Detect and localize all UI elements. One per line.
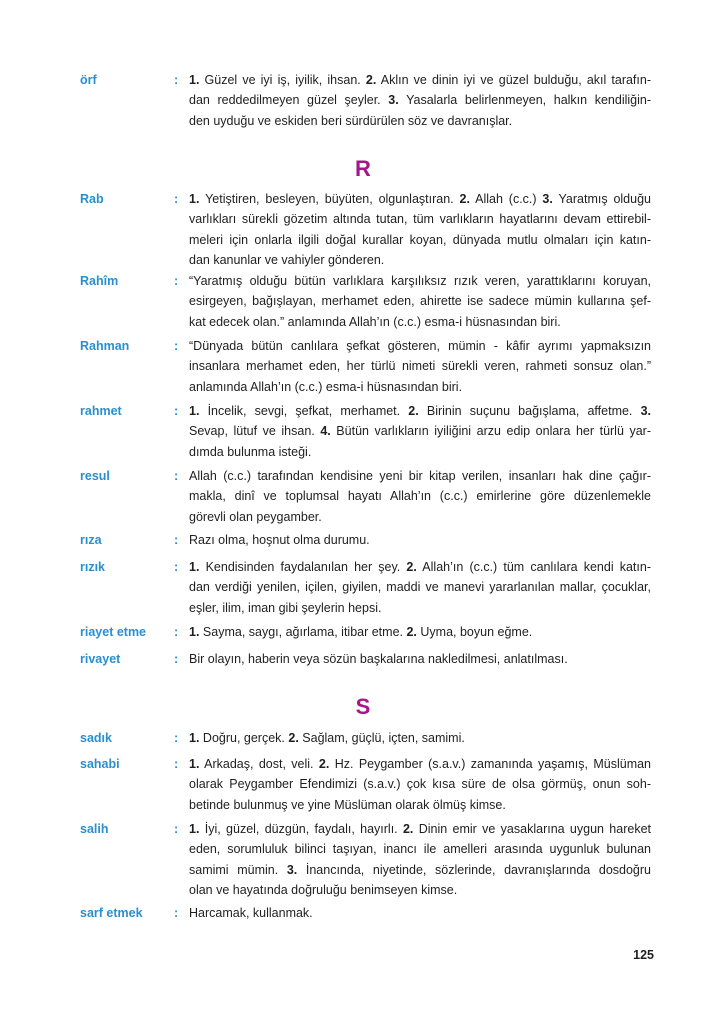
entry-colon: :	[174, 274, 179, 288]
definition-text: İncelik, sevgi, şefkat, merhamet.	[199, 404, 409, 418]
entry-colon: :	[174, 560, 179, 574]
definition-text: samimi mümin.	[189, 862, 287, 877]
definition-text: Allah (c.c.) tarafından kendisine yeni bir kitap verilen, insanları hak dine çağır-	[189, 469, 651, 483]
definition-text: olarak Peygamber Efendimizi (s.a.v.) çok kısa süre de olsa görmüş, onun soh-	[189, 777, 651, 792]
definition-line	[189, 819, 651, 839]
entry-colon: :	[174, 533, 179, 547]
entry-colon: :	[174, 339, 179, 353]
definition-line	[189, 291, 651, 311]
definition-text: meleri için onlarla ilgili doğal kurallar koyan, dünyada mutlu olmaları için katın-	[189, 232, 651, 247]
sense-number: 1.	[189, 192, 200, 206]
entry-definition	[189, 622, 651, 642]
sense-number: 2.	[402, 822, 414, 836]
definition-text: esirgeyen, bağışlayan, merhamet eden, ahirette ise sadece mümin kullarına şef-	[189, 294, 651, 309]
definition-line	[189, 649, 651, 669]
definition-text: insanlara merhamet eden, her türlü nimeti sürekli veren, rahmeti sonsuz olan.”	[189, 359, 651, 374]
sense-number: 1.	[189, 404, 200, 418]
entry-colon: :	[174, 469, 179, 483]
sense-number: 2.	[365, 73, 377, 87]
definition-line	[189, 336, 651, 356]
entry-colon: :	[174, 731, 179, 745]
definition-text: dımda bulunma isteği.	[189, 444, 312, 459]
entry-definition	[189, 728, 651, 748]
entry-term: örf	[80, 73, 97, 87]
sense-number: 1.	[189, 731, 200, 745]
entry-definition	[189, 70, 651, 131]
definition-text: Allah’ın (c.c.) tüm canlılara kendi katın-	[416, 560, 651, 574]
definition-text: eşler, ilim, iman gibi şeylerin hepsi.	[189, 600, 382, 615]
definition-text: dan reddedilmeyen güzel şeyler.	[189, 93, 389, 108]
sense-number: 1.	[189, 822, 200, 836]
sense-number: 1.	[189, 560, 200, 574]
entry-term: rızık	[80, 560, 106, 574]
definition-text: olan ve hayatında doğruluğu benimseyen kimse.	[189, 883, 458, 898]
definition-text: kat edecek olan.” anlamında Allah’ın (c.c.) esma-i hüsnasından biri.	[189, 314, 561, 329]
entry-definition	[189, 649, 651, 669]
sense-number: 3.	[542, 192, 553, 206]
entry-term: Rab	[80, 192, 104, 206]
entry-definition	[189, 466, 651, 527]
definition-line	[189, 774, 651, 794]
definition-line	[189, 622, 651, 642]
definition-text: dan verdiği yenilen, içilen, giyilen, maddi ve manevi yararlanılan mallar, çocuklar,	[189, 580, 651, 595]
definition-text: Sevap, lütuf ve ihsan.	[189, 424, 321, 439]
sense-number: 3.	[388, 93, 399, 108]
entry-term: resul	[80, 469, 110, 483]
entry-colon: :	[174, 404, 179, 418]
definition-line	[189, 250, 651, 270]
definition-text: “Dünyada bütün canlılara şefkat gösteren, mümin - kâfir ayrımı yapmaksızın	[189, 339, 651, 353]
definition-text: Razı olma, hoşnut olma durumu.	[189, 533, 370, 547]
definition-text: anlamında Allah’ın (c.c.) esma-i hüsnasından biri.	[189, 379, 463, 394]
definition-line	[189, 728, 651, 748]
definition-text: Bir olayın, haberin veya sözün başkalarına nakledilmesi, anlatılması.	[189, 652, 568, 666]
definition-text: İyi, güzel, düzgün, faydalı, hayırlı.	[199, 822, 403, 836]
sense-number: 2.	[408, 404, 419, 418]
sense-number: 2.	[318, 757, 330, 771]
sense-number: 4.	[320, 424, 331, 439]
entry-colon: :	[174, 822, 179, 836]
entry-colon: :	[174, 625, 179, 639]
sense-number: 1.	[189, 625, 200, 639]
entry-definition	[189, 903, 651, 923]
definition-line	[189, 356, 651, 376]
definition-line	[189, 401, 651, 421]
definition-line	[189, 377, 651, 397]
entry-definition	[189, 530, 651, 550]
definition-text: Yaratmış olduğu	[552, 192, 651, 206]
definition-text: betinde bulunmuş ve yine Müslüman olarak ölmüş kimse.	[189, 797, 506, 812]
definition-text: Kendisinden faydalanılan her şey.	[199, 560, 407, 574]
definition-line	[189, 880, 651, 900]
entry-term: riayet etme	[80, 625, 147, 639]
sense-number: 3.	[640, 404, 651, 418]
entry-definition	[189, 557, 651, 618]
definition-line	[189, 421, 651, 441]
definition-line	[189, 209, 651, 229]
definition-text: den uyduğu ve eskiden beri sürdürülen söz ve davranışlar.	[189, 113, 513, 128]
definition-text: dan kanunlar ve vahiyler gönderen.	[189, 253, 385, 268]
definition-line	[189, 557, 651, 577]
definition-line	[189, 839, 651, 859]
entry-term: rıza	[80, 533, 102, 547]
definition-line	[189, 442, 651, 462]
definition-line	[189, 577, 651, 597]
sense-number: 1.	[189, 73, 200, 87]
definition-text: Doğru, gerçek.	[199, 731, 289, 745]
definition-text: Bütün varlıkların iyiliğini arzu edip onlara her türlü yar-	[330, 424, 651, 439]
section-letter-r: R	[355, 156, 371, 181]
entry-term: sahabi	[80, 757, 120, 771]
definition-text: Yasalarla belirlenmeyen, halkın kendiliğin-	[398, 93, 651, 108]
definition-line	[189, 466, 651, 486]
definition-line	[189, 70, 651, 90]
definition-line	[189, 598, 651, 618]
section-letter-s: S	[355, 694, 371, 719]
entry-term: Rahman	[80, 339, 130, 353]
entry-term: rivayet	[80, 652, 121, 666]
sense-number: 1.	[189, 757, 200, 771]
definition-text: İnancında, niyetinde, sözlerinde, davranışlarında dosdoğru	[297, 862, 651, 877]
definition-text: “Yaratmış olduğu bütün varlıklara karşılıksız rızık veren, yarattıklarını koruyan,	[189, 274, 651, 288]
definition-text: Sayma, saygı, ağırlama, itibar etme.	[199, 625, 407, 639]
definition-text: Güzel ve iyi iş, iyilik, ihsan.	[199, 73, 366, 87]
sense-number: 2.	[459, 192, 470, 206]
definition-line	[189, 530, 651, 550]
definition-text: varlıkları sürekli gözetim altında tutan, tüm varlıkların hayatlarını devam ettirebil-	[189, 212, 651, 227]
definition-text: Sağlam, güçlü, içten, samimi.	[298, 731, 465, 745]
entry-colon: :	[174, 192, 179, 206]
entry-definition	[189, 336, 651, 397]
definition-text: Harcamak, kullanmak.	[189, 906, 313, 920]
definition-text: Birinin suçunu bağışlama, affetme.	[418, 404, 641, 418]
definition-line	[189, 860, 651, 880]
definition-line	[189, 90, 651, 110]
sense-number: 2.	[406, 560, 417, 574]
entry-colon: :	[174, 906, 179, 920]
definition-text: görevli olan peygamber.	[189, 509, 322, 524]
definition-line	[189, 189, 651, 209]
entry-term: rahmet	[80, 404, 122, 418]
page-number: 125	[633, 948, 654, 962]
entry-term: sarf etmek	[80, 906, 143, 920]
entry-definition	[189, 819, 651, 901]
sense-number: 3.	[286, 862, 298, 877]
definition-text: Yetiştiren, besleyen, büyüten, olgunlaştıran.	[199, 192, 460, 206]
definition-text: makla, dinî ve toplumsal hayatı Allah’ın (c.c.) emirlerine göre düzenlemekle	[189, 489, 651, 504]
definition-text: eden, sorumluluk bilinci taşıyan, inancı ile amelleri arasında uygunluk bulunan	[189, 842, 651, 857]
definition-text: Arkadaş, dost, veli.	[199, 757, 319, 771]
definition-line	[189, 111, 651, 131]
definition-text: Aklın ve dinin iyi ve güzel bulduğu, akıl tarafın-	[376, 73, 651, 87]
entry-colon: :	[174, 73, 179, 87]
definition-line	[189, 903, 651, 923]
definition-line	[189, 507, 651, 527]
sense-number: 2.	[288, 731, 299, 745]
definition-line	[189, 754, 651, 774]
entry-term: Rahîm	[80, 274, 119, 288]
definition-line	[189, 312, 651, 332]
definition-text: Allah (c.c.)	[469, 192, 543, 206]
entry-colon: :	[174, 652, 179, 666]
definition-text: Uyma, boyun eğme.	[416, 625, 533, 639]
definition-line	[189, 230, 651, 250]
entry-colon: :	[174, 757, 179, 771]
entry-definition	[189, 271, 651, 332]
sense-number: 2.	[406, 625, 417, 639]
entry-definition	[189, 754, 651, 815]
definition-line	[189, 271, 651, 291]
entry-definition	[189, 189, 651, 271]
entry-definition	[189, 401, 651, 462]
definition-line	[189, 795, 651, 815]
entry-term: salih	[80, 822, 109, 836]
definition-line	[189, 486, 651, 506]
definition-text: Dinin emir ve yasaklarına uygun hareket	[413, 822, 651, 836]
definition-text: Hz. Peygamber (s.a.v.) zamanında yaşamış, Müslüman	[329, 757, 652, 771]
entry-term: sadık	[80, 731, 112, 745]
